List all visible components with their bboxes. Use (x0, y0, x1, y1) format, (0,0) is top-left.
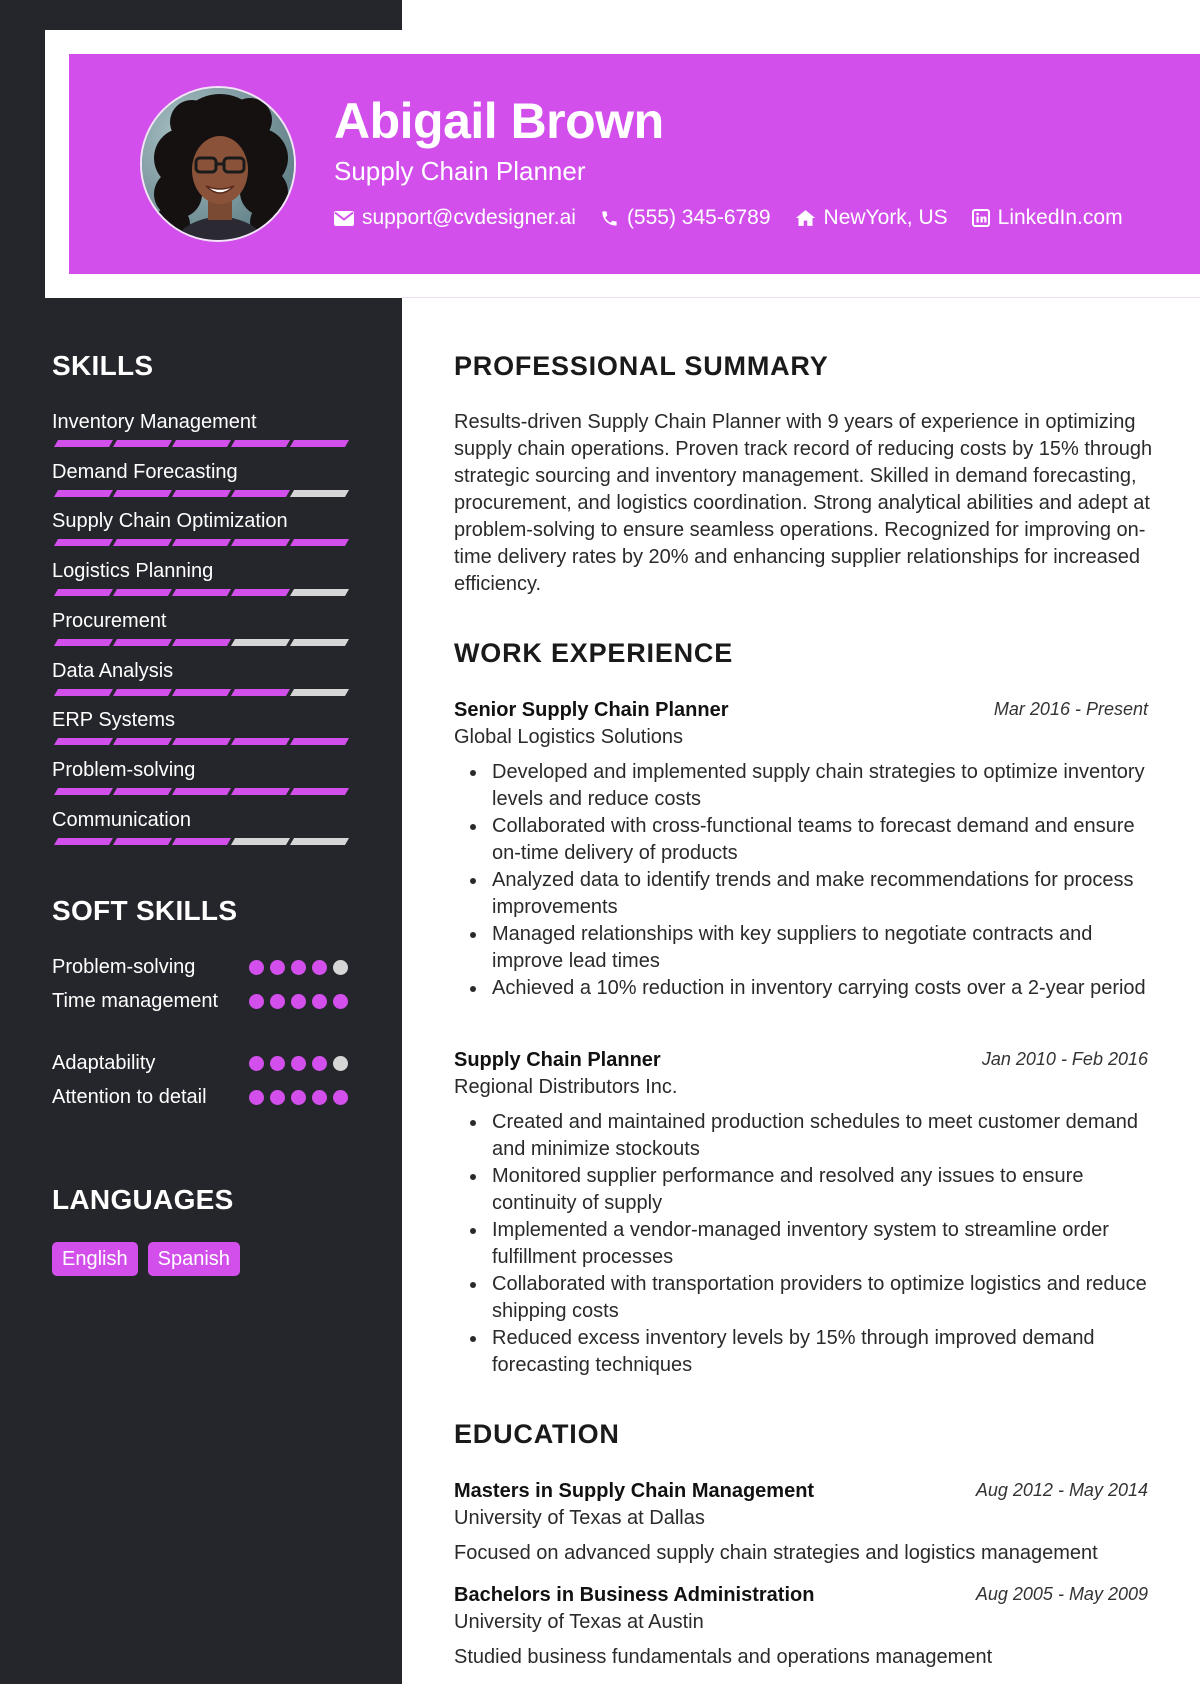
skill-item (52, 708, 348, 732)
skill-level-segment (231, 539, 290, 546)
skill-level-segment (172, 639, 231, 646)
job-company: Global Logistics Solutions (454, 726, 684, 748)
skill-level-segment (290, 589, 349, 596)
contact-row (334, 206, 1147, 230)
skill-level-segment (231, 788, 290, 795)
skill-item (52, 758, 348, 782)
skill-level-segment (113, 639, 172, 646)
rating-dot (312, 960, 327, 975)
skill-level-segment (231, 738, 290, 745)
job-bullet: Achieved a 10% reduction in inventory carrying costs over a 2-year period (454, 975, 1148, 1002)
rating-dot (291, 1090, 306, 1105)
soft-skill-rating (243, 960, 348, 975)
skill-item (52, 460, 348, 484)
skill-level-segment (54, 738, 113, 745)
soft-skill-name: Problem-solving (52, 956, 196, 978)
contact-email-text: support@cvdesigner.ai (362, 206, 576, 229)
education-date: Aug 2012 - May 2014 (975, 1480, 1148, 1500)
skill-level-segment (54, 788, 113, 795)
soft-skill-rating (243, 1090, 348, 1105)
skill-level-segment (231, 589, 290, 596)
rating-dot (270, 1090, 285, 1105)
job-bullet: Developed and implemented supply chain strategies to optimize inventory levels and reduce costs (454, 759, 1148, 813)
job-bullet: Implemented a vendor-managed inventory system to streamline order fulfillment processes (454, 1217, 1148, 1271)
skill-level-segment (54, 639, 113, 646)
skill-level-segment (172, 539, 231, 546)
skill-item (52, 559, 348, 583)
rating-dot (270, 994, 285, 1009)
contact-linkedin[interactable] (972, 206, 1123, 230)
job-bullet: Analyzed data to identify trends and make recommendations for process improvements (454, 867, 1148, 921)
skill-level-segment (113, 440, 172, 447)
rating-dot (249, 960, 264, 975)
job-bullet: Collaborated with cross-functional teams to forecast demand and ensure on-time delivery of products (454, 813, 1148, 867)
skill-name: Demand Forecasting (52, 460, 238, 483)
skill-level-segment (172, 738, 231, 745)
skill-name: Problem-solving (52, 758, 196, 781)
rating-dot (312, 994, 327, 1009)
soft-skill-item (52, 988, 348, 1015)
job-date: Jan 2010 - Feb 2016 (981, 1049, 1148, 1069)
degree-title: Masters in Supply Chain Management (454, 1480, 815, 1502)
linkedin-icon (972, 209, 990, 227)
contact-phone[interactable] (600, 206, 771, 230)
summary-text: Results-driven Supply Chain Planner with 9 years of experience in optimizing supply chain operations. Proven track record of reducing costs by 15% through strategic sourcing and inventory management. Skilled in demand forecasting, procurement, and logistics coordination. Strong analytical abilities and adept at problem-solving to ensure seamless operations. Recognized for improving on-time delivery rates by 20% and enhancing supplier relationships for increased efficiency. (454, 411, 1153, 595)
education-entry (454, 1478, 1148, 1567)
skill-level-segment (54, 539, 113, 546)
languages-list (52, 1242, 250, 1276)
skill-level-segment (54, 490, 113, 497)
home-icon (795, 209, 816, 227)
soft-skill-item (52, 1050, 348, 1077)
rating-dot (312, 1090, 327, 1105)
education-heading: EDUCATION (454, 1419, 620, 1449)
rating-dot (333, 1090, 348, 1105)
skill-level-segment (231, 689, 290, 696)
skill-name: Inventory Management (52, 411, 257, 433)
contact-location-text: NewYork, US (823, 206, 948, 229)
skill-level-bar (52, 539, 348, 546)
candidate-title: Supply Chain Planner (334, 156, 586, 186)
skill-level-segment (231, 490, 290, 497)
soft-skill-rating (243, 994, 348, 1009)
rating-dot (333, 994, 348, 1009)
skill-level-segment (231, 440, 290, 447)
soft-skills-heading: SOFT SKILLS (52, 895, 238, 926)
skill-level-segment (290, 738, 349, 745)
contact-email[interactable] (334, 206, 576, 230)
skill-level-bar (52, 490, 348, 497)
skill-level-segment (113, 788, 172, 795)
skill-level-segment (172, 788, 231, 795)
skills-heading: SKILLS (52, 350, 154, 381)
skill-level-bar (52, 738, 348, 745)
skill-level-segment (290, 689, 349, 696)
skill-level-bar (52, 689, 348, 696)
skill-level-segment (290, 440, 349, 447)
job-bullet: Collaborated with transportation providers to optimize logistics and reduce shipping costs (454, 1271, 1148, 1325)
job-company: Regional Distributors Inc. (454, 1076, 678, 1098)
experience-heading: WORK EXPERIENCE (454, 638, 734, 668)
rating-dot (270, 960, 285, 975)
envelope-icon (334, 211, 354, 226)
contact-phone-text: (555) 345-6789 (626, 206, 771, 229)
job-title: Supply Chain Planner (454, 1049, 661, 1071)
skill-item (52, 609, 348, 633)
education-description: Focused on advanced supply chain strategies and logistics management (454, 1542, 1098, 1564)
skill-level-segment (290, 639, 349, 646)
rating-dot (249, 994, 264, 1009)
avatar-portrait (142, 88, 296, 242)
job-bullet: Created and maintained production schedules to meet customer demand and minimize stockouts (454, 1109, 1148, 1163)
skill-level-segment (172, 689, 231, 696)
school-name: University of Texas at Austin (454, 1611, 704, 1633)
skill-name: Data Analysis (52, 659, 174, 682)
skill-name: ERP Systems (52, 709, 175, 732)
skill-level-segment (172, 490, 231, 497)
skill-level-segment (113, 490, 172, 497)
soft-skill-item (52, 954, 348, 981)
education-date: Aug 2005 - May 2009 (975, 1584, 1148, 1604)
skill-level-segment (290, 838, 349, 845)
skill-item (52, 808, 348, 832)
phone-icon (600, 209, 619, 228)
soft-skill-name: Time management (52, 990, 218, 1012)
soft-skill-item (52, 1084, 348, 1111)
job-entry (454, 697, 1148, 1002)
skill-item (52, 659, 348, 683)
skill-level-segment (113, 689, 172, 696)
skill-name: Procurement (52, 609, 167, 632)
soft-skill-rating (243, 1056, 348, 1071)
job-title: Senior Supply Chain Planner (454, 699, 729, 721)
rating-dot (333, 1056, 348, 1071)
skill-level-bar (52, 440, 348, 447)
skill-level-segment (231, 639, 290, 646)
education-entry (454, 1582, 1148, 1671)
skill-level-bar (52, 639, 348, 646)
language-tag: English (52, 1242, 138, 1276)
soft-skill-name: Attention to detail (52, 1086, 207, 1108)
candidate-name: Abigail Brown (334, 93, 664, 149)
skill-name: Communication (52, 808, 191, 831)
rating-dot (291, 1056, 306, 1071)
skill-level-segment (54, 689, 113, 696)
header-divider (402, 297, 1200, 298)
rating-dot (249, 1090, 264, 1105)
skill-level-segment (290, 539, 349, 546)
skill-level-segment (113, 539, 172, 546)
degree-title: Bachelors in Business Administration (454, 1584, 815, 1606)
skill-level-segment (172, 589, 231, 596)
skill-level-segment (172, 440, 231, 447)
job-entry (454, 1047, 1148, 1379)
job-date: Mar 2016 - Present (993, 699, 1148, 719)
skill-item (52, 410, 348, 434)
skill-level-segment (290, 490, 349, 497)
skill-level-segment (113, 838, 172, 845)
skill-level-segment (231, 838, 290, 845)
skill-level-segment (54, 589, 113, 596)
language-tag: Spanish (148, 1242, 240, 1276)
languages-heading: LANGUAGES (52, 1184, 234, 1215)
education-description: Studied business fundamentals and operations management (454, 1646, 993, 1668)
soft-skill-name: Adaptability (52, 1052, 156, 1074)
rating-dot (291, 960, 306, 975)
contact-linkedin-text: LinkedIn.com (997, 206, 1123, 229)
skill-level-segment (54, 440, 113, 447)
job-bullet: Reduced excess inventory levels by 15% through improved demand forecasting techniques (454, 1325, 1148, 1379)
skill-level-segment (113, 738, 172, 745)
summary-heading: PROFESSIONAL SUMMARY (454, 351, 829, 381)
skill-name: Logistics Planning (52, 560, 214, 583)
rating-dot (270, 1056, 285, 1071)
job-bullets (454, 1109, 1148, 1379)
skill-name: Supply Chain Optimization (52, 510, 288, 533)
rating-dot (291, 994, 306, 1009)
rating-dot (249, 1056, 264, 1071)
skill-level-bar (52, 589, 348, 596)
job-bullet: Monitored supplier performance and resolved any issues to ensure continuity of supply (454, 1163, 1148, 1217)
avatar (140, 86, 296, 242)
school-name: University of Texas at Dallas (454, 1507, 705, 1529)
skill-level-segment (290, 788, 349, 795)
rating-dot (312, 1056, 327, 1071)
skill-item (52, 509, 348, 533)
contact-location (795, 206, 948, 230)
job-bullets (454, 759, 1148, 1002)
skill-level-bar (52, 788, 348, 795)
skill-level-segment (172, 838, 231, 845)
skill-level-bar (52, 838, 348, 845)
skill-level-segment (54, 838, 113, 845)
skill-level-segment (113, 589, 172, 596)
rating-dot (333, 960, 348, 975)
job-bullet: Managed relationships with key suppliers to negotiate contracts and improve lead times (454, 921, 1148, 975)
